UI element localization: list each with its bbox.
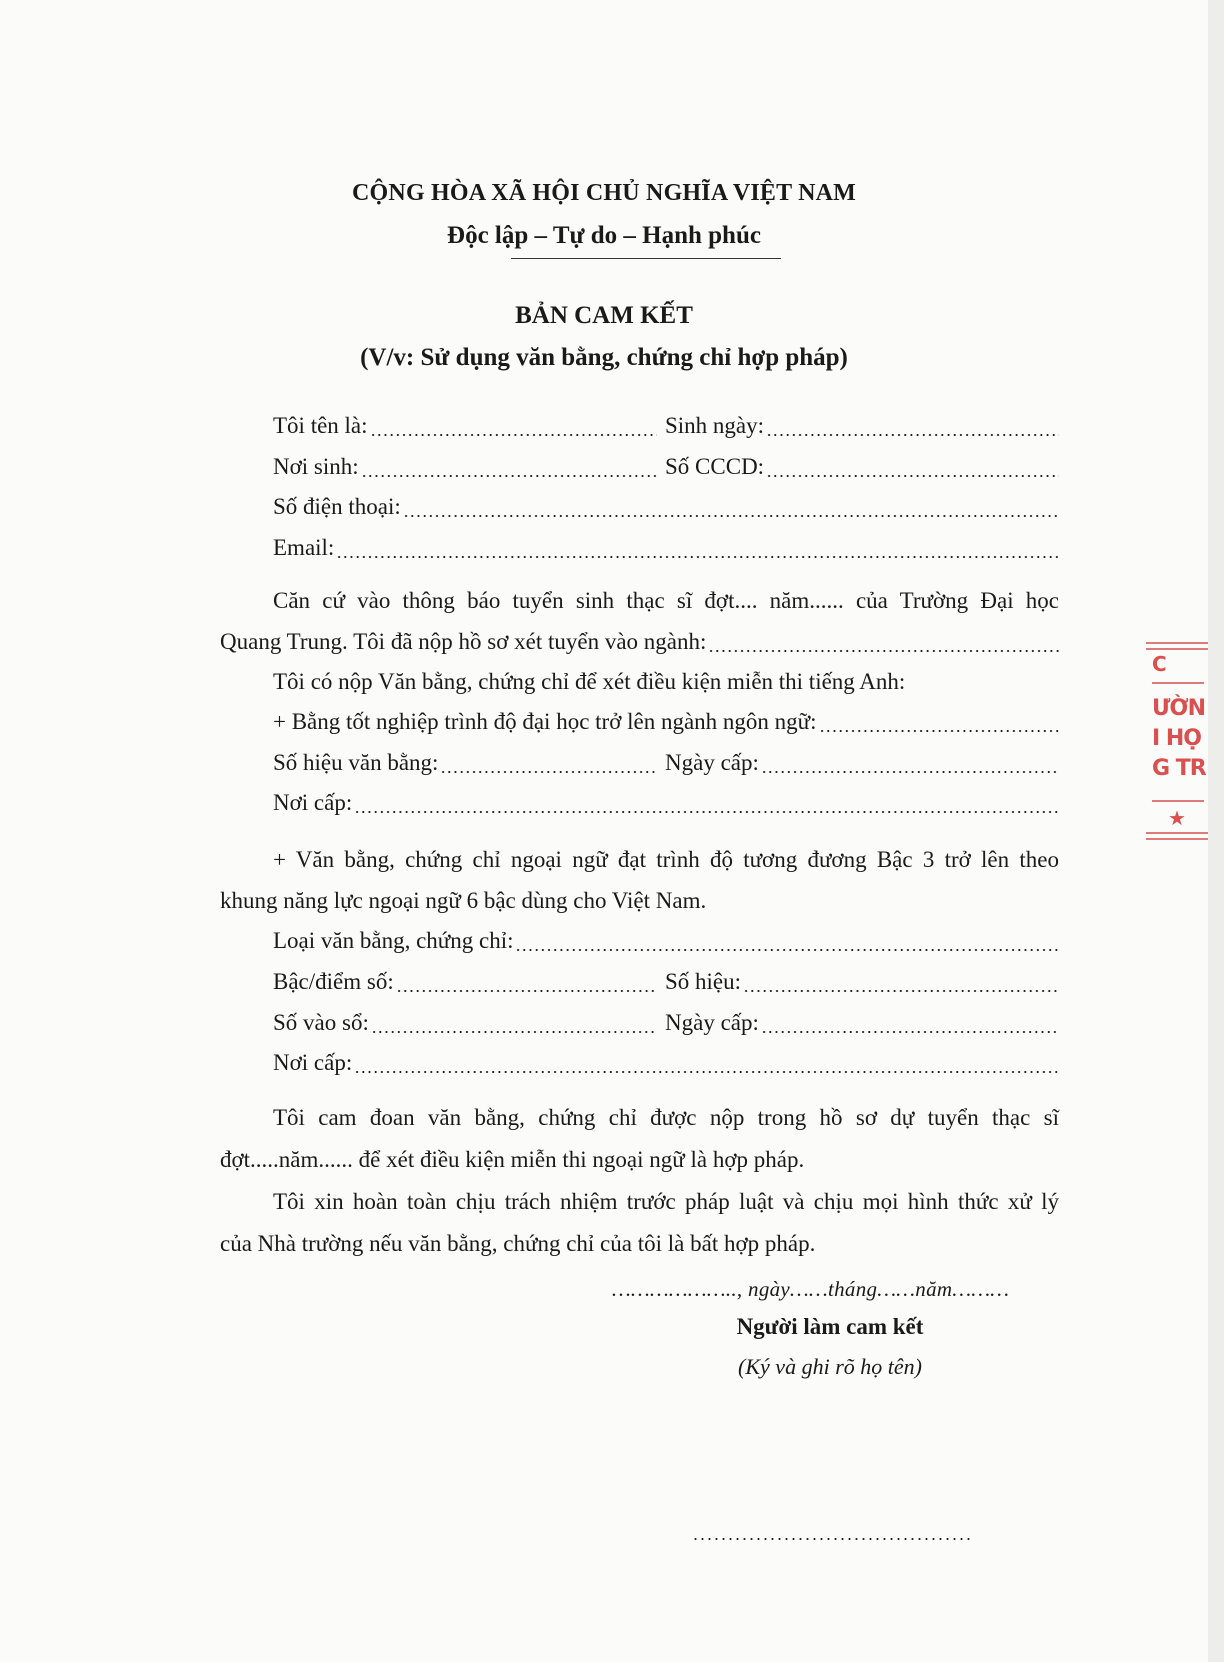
degree-number-field[interactable] bbox=[273, 748, 657, 778]
document-subtitle: (V/v: Sử dụng văn bằng, chứng chỉ hợp pháp) bbox=[360, 344, 848, 371]
cert-level-label: Bậc/điểm số: bbox=[273, 969, 394, 994]
degree-issue-date-label: Ngày cấp: bbox=[665, 750, 759, 775]
stamp-text-4: G TR bbox=[1152, 756, 1206, 781]
phone-field[interactable] bbox=[273, 492, 1059, 522]
major-label: Quang Trung. Tôi đã nộp hồ sơ xét tuyển vào ngành: bbox=[220, 629, 707, 654]
cert-number-label: Số hiệu: bbox=[665, 969, 742, 994]
degree-issue-date-field[interactable] bbox=[665, 748, 1059, 778]
signature-line[interactable] bbox=[692, 1536, 972, 1546]
pledge-line1: Tôi cam đoan văn bằng, chứng chỉ được nộp trong hồ sơ dự tuyển thạc sĩ bbox=[273, 1105, 1059, 1130]
major-field[interactable] bbox=[220, 627, 1059, 657]
official-stamp-fragment bbox=[1146, 638, 1208, 848]
dob-label: Sinh ngày: bbox=[665, 413, 765, 438]
certificate-paragraph-line2: khung năng lực ngoại ngữ 6 bậc dùng cho Việt Nam. bbox=[220, 888, 707, 913]
certificate-paragraph-line1: + Văn bằng, chứng chỉ ngoại ngữ đạt trình độ tương đương Bậc 3 trở lên theo bbox=[273, 847, 1059, 872]
cert-register-label: Số vào sổ: bbox=[273, 1010, 369, 1035]
stamp-star-icon: ★ bbox=[1168, 806, 1185, 830]
phone-label: Số điện thoại: bbox=[273, 494, 401, 519]
motto-underline bbox=[511, 258, 781, 259]
id-number-label: Số CCCD: bbox=[665, 454, 765, 479]
stamp-text-2: ƯỜN bbox=[1152, 696, 1206, 721]
signer-label: Người làm cam kết bbox=[736, 1314, 924, 1339]
motto: Độc lập – Tự do – Hạnh phúc bbox=[447, 222, 761, 249]
signature-note: (Ký và ghi rõ họ tên) bbox=[738, 1354, 922, 1379]
national-title: CỘNG HÒA XÃ HỘI CHỦ NGHĨA VIỆT NAM bbox=[352, 180, 856, 206]
cert-number-field[interactable] bbox=[665, 967, 1059, 997]
liability-line1: Tôi xin hoàn toàn chịu trách nhiệm trước pháp luật và chịu mọi hình thức xử lý bbox=[273, 1189, 1059, 1214]
cert-level-field[interactable] bbox=[273, 967, 657, 997]
degree-major-label: + Bằng tốt nghiệp trình độ đại học trở lên ngành ngôn ngữ: bbox=[273, 709, 817, 734]
cert-issuer-label: Nơi cấp: bbox=[273, 1050, 353, 1075]
cert-type-label: Loại văn bằng, chứng chỉ: bbox=[273, 928, 514, 953]
degree-major-field[interactable] bbox=[273, 707, 1059, 737]
pledge-line2: đợt.....năm...... để xét điều kiện miễn thi ngoại ngữ là hợp pháp. bbox=[220, 1147, 805, 1172]
cert-issuer-field[interactable] bbox=[273, 1048, 1059, 1078]
exemption-statement: Tôi có nộp Văn bằng, chứng chỉ để xét điều kiện miễn thi tiếng Anh: bbox=[273, 669, 906, 694]
place-date-line[interactable]: ……………….., ngày……tháng……năm……… bbox=[612, 1277, 1010, 1301]
degree-issuer-field[interactable] bbox=[273, 788, 1059, 818]
name-field[interactable] bbox=[273, 411, 657, 441]
stamp-text-1: C bbox=[1152, 652, 1166, 676]
stamp-text-3: I HỌ bbox=[1152, 726, 1201, 751]
email-label: Email: bbox=[273, 535, 335, 560]
birthplace-field[interactable] bbox=[273, 452, 657, 482]
email-field[interactable] bbox=[273, 533, 1059, 563]
id-number-field[interactable] bbox=[665, 452, 1059, 482]
basis-paragraph: Căn cứ vào thông báo tuyển sinh thạc sĩ đợt.... năm...... của Trường Đại học bbox=[273, 588, 1059, 613]
cert-issue-date-field[interactable] bbox=[665, 1008, 1059, 1038]
degree-number-label: Số hiệu văn bằng: bbox=[273, 750, 439, 775]
degree-issuer-label: Nơi cấp: bbox=[273, 790, 353, 815]
page-edge bbox=[1208, 0, 1224, 1662]
name-label: Tôi tên là: bbox=[273, 413, 368, 438]
cert-register-field[interactable] bbox=[273, 1008, 657, 1038]
document-title: BẢN CAM KẾT bbox=[515, 302, 693, 329]
cert-issue-date-label: Ngày cấp: bbox=[665, 1010, 759, 1035]
birthplace-label: Nơi sinh: bbox=[273, 454, 359, 479]
dob-field[interactable] bbox=[665, 411, 1059, 441]
cert-type-field[interactable] bbox=[273, 926, 1059, 956]
liability-line2: của Nhà trường nếu văn bằng, chứng chỉ của tôi là bất hợp pháp. bbox=[220, 1231, 816, 1256]
